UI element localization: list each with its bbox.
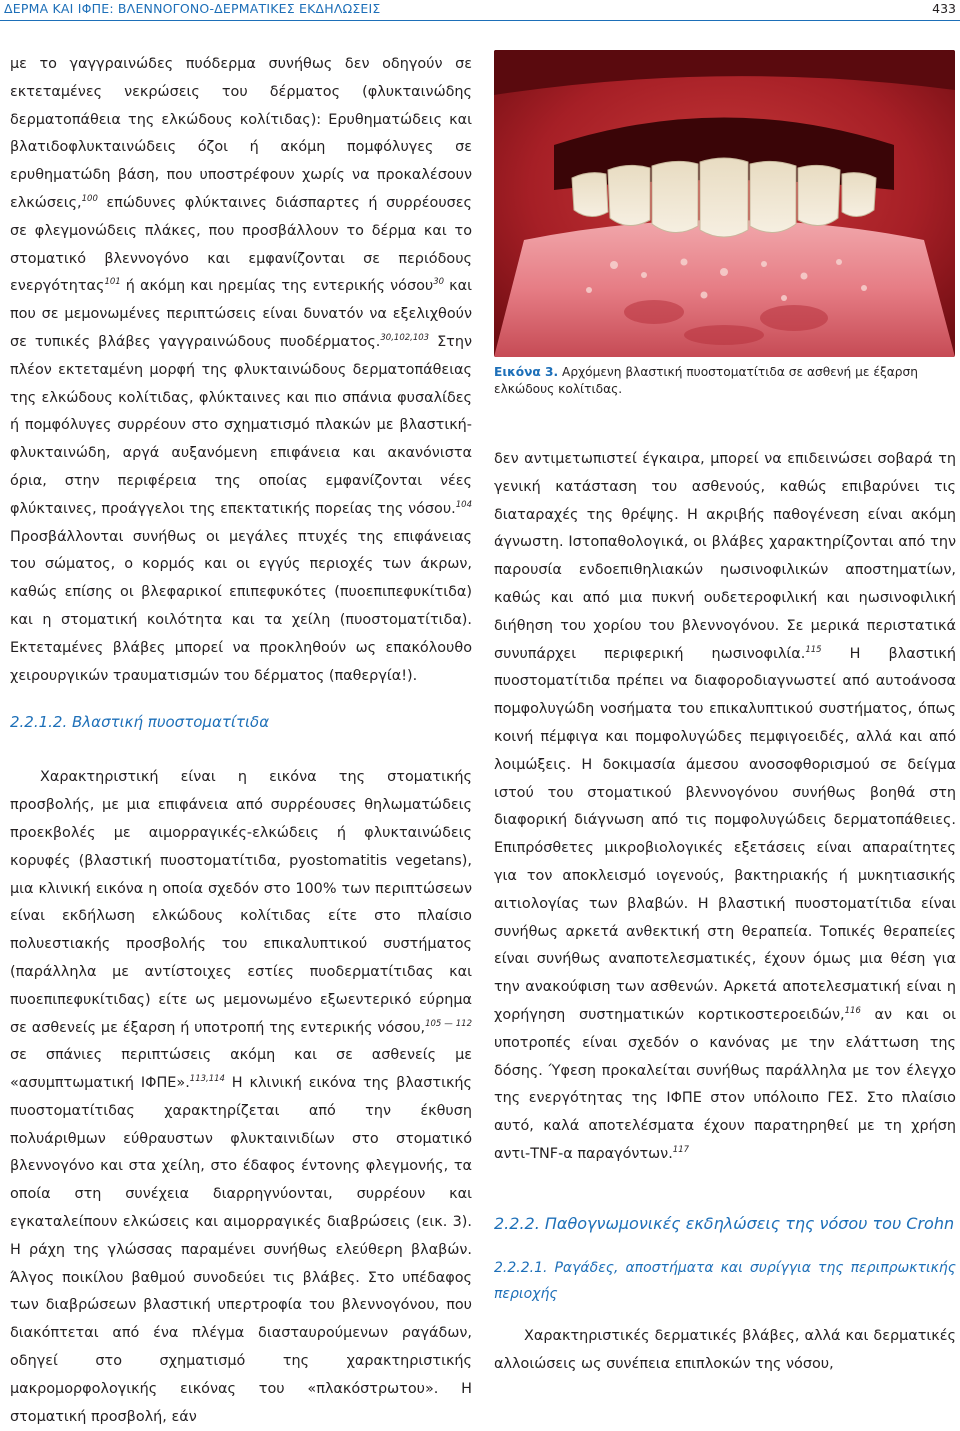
- figure-caption: [494, 364, 956, 398]
- reference-marker: 30,102,103: [380, 332, 430, 343]
- running-header-title: ΔΕΡΜΑ ΚΑΙ ΙΦΠΕ: ΒΛΕΝΝΟΓΟΝΟ-ΔΕΡΜΑΤΙΚΕΣ ΕΚΔΗΛΩΣΕΙΣ: [4, 1, 381, 16]
- reference-marker: 113,114: [189, 1074, 225, 1085]
- right-column: [494, 446, 956, 1378]
- left-column: [10, 51, 472, 1431]
- figure-photo-oral-mucosa: [494, 50, 955, 357]
- reference-marker: 116: [844, 1005, 861, 1016]
- body-paragraph: Χαρακτηριστικές δερματικές βλάβες, αλλά και δερματικές αλλοιώσεις ως συνέπεια επιπλοκών της νόσου,: [494, 1327, 956, 1372]
- page-number: 433: [932, 1, 956, 16]
- section-heading: 2.2.2. Παθογνωμονικές εκδηλώσεις της νόσου του Crohn: [494, 1213, 955, 1233]
- body-paragraph: Χαρακτηριστική είναι η εικόνα της στοματικής προσβολής, με μια επιφάνεια από συρρέουσες θηλωματώδεις προεκβολές με αιμορραγικές-ελκώδεις ή φλυκταινώδεις κορυφές (βλαστική πυοστοματίτιδα, pyostomatitis vegetans), μια κλινική εικόνα η οποία σχεδόν στο 100% των περιπτώσεων είναι εκδήλωση ελκώδους κολίτιδας είτε στο πλαίσιο πολυεστιακής προσβολής του επικαλυπτικού συστήματος (παράλληλα με αντίστοιχες εστίες πυοδερματίτιδας και πυοεπιπεφυκίτιδας) είτε ως μεμονωμένο εξωεντερικό εύρημα σε ασθενείς με έξαρση ή υποτροπή της εντερικής νόσου,$^{105 — 112}$ σε σπάνιες περιπτώσεις ακόμη και σε ασθενείς με «ασυμπτωματική ΙΦΠΕ».$^{113,114}$ Η κλινική εικόνα της βλαστικής πυοστοματίτιδας χαρακτηρίζεται από την έκθυση πολυάριθμων εύθραυστων φλυκταινιδίων στο στοματικό βλεννογόνο και στα χείλη, στο έδαφος έντονης φλεγμονής, τα οποία στη συνέχεια διαρρηγνύονται, συρρέουν και εγκαταλείπουν ελκώσεις και αιμορραγικές διαβρώσεις (εικ. 3). Η ράχη της γλώσσας παραμένει συνήθως ελεύθερη βλαβών. Άλγος ποικίλου βαθμού συνοδεύει τις βλάβες. Στο υπέδαφος των διαβρώσεων βλαστική υπερτροφία του βλεννογόνου, που διακόπτεται από ένα πλέγμα διασταυρούμενων ραγάδων, οδηγεί στο σχηματισμό της χαρακτηριστικής μακρομορφολογικής εικόνας του «πλακόστρωτου». Η στοματική προσβολή, εάν: [10, 769, 472, 1425]
- caption-text: Αρχόμενη βλαστική πυοστοματίτιδα σε ασθενή με έξαρση ελκώδους κολίτιδας.: [494, 365, 918, 396]
- reference-marker: 104: [455, 499, 472, 510]
- reference-marker: 101: [104, 277, 121, 288]
- subsection-heading: 2.2.2.1. Ραγάδες, αποστήματα και συρίγγια της περιπρωκτικής περιοχής: [494, 1259, 956, 1302]
- section-heading: 2.2.1.2. Βλαστική πυοστοματίτιδα: [10, 713, 270, 732]
- header-rule: [0, 20, 960, 21]
- reference-marker: 105 — 112: [425, 1018, 472, 1029]
- reference-marker: 100: [81, 193, 98, 204]
- body-paragraph: με το γαγγραινώδες πυόδερμα συνήθως δεν οδηγούν σε εκτεταμένες νεκρώσεις του δέρματος (φλυκταινώδης δερματοπάθεια της ελκώδους κολίτιδας): Ερυθηματώδεις και βλατιδοφλυκταινώδεις όζοι ή ακόμη πομφόλυγες σε ερυθηματώδη βάση, που υποστρέφουν χωρίς να προκαλέσουν ελκώσεις,$^{100}$ επώδυνες φλύκταινες διάσπαρτες ή συρρέουσες σε φλεγμονώδεις πλάκες, που προσβάλλουν το δέρμα και το στοματικό βλεννογόνο και εμφανίζονται σε περιόδους ενεργότητας$^{101}$ ή ακόμη και ηρεμίας της εντερικής νόσου$^{30}$ και που σε μεμονωμένες περιπτώσεις είναι δυνατόν να εξελιχθούν σε τυπικές βλάβες γαγγραινώδους πυοδέρματος.$^{30,102,103}$ Στην πλέον εκτεταμένη μορφή της φλυκταινώδους δερματοπάθειας της ελκώδους κολίτιδας, φλύκταινες και πιο σπάνια φυσαλίδες ή πομφόλυγες συρρέουν στο σχηματισμό πλακών με βλαστική-φλυκταινώδη, αργά αυξανόμενη επιφάνεια και ακανόνιστα όρια, στην περιφέρεια της οποίας εμφανίζονται νέες φλύκταινες, προάγγελοι της επεκτατικής πορείας της νόσου.$^{104}$ Προσβάλλονται συνήθως οι μεγάλες πτυχές της επιφάνειας του σώματος, ο κορμός και οι εγγύς περιοχές των άκρων, καθώς επίσης οι βλεφαρικοί επιπεφυκότες (πυοεπιπεφυκίτιδα) και η στοματική κοιλότητα και τα χείλη (πυοστοματίτιδα). Εκτεταμένες βλάβες μπορεί να προκληθούν ως επακόλουθο χειρουργικών τραυματισμών του δέρματος (παθεργία!).: [10, 56, 472, 684]
- reference-marker: 115: [805, 644, 822, 655]
- reference-marker: 117: [672, 1144, 690, 1155]
- reference-marker: 30: [433, 277, 445, 288]
- caption-label: Εικόνα 3.: [494, 365, 559, 379]
- body-paragraph: δεν αντιμετωπιστεί έγκαιρα, μπορεί να επιδεινώσει σοβαρά τη γενική κατάσταση του ασθενούς, καθώς επιβαρύνει τις διαταραχές της θρέψης. Η ακριβής παθογένεση είναι ακόμη άγνωστη. Ιστοπαθολογικά, οι βλάβες χαρακτηρίζονται από την παρουσία ενδοεπιθηλιακών ηωσινοφιλικών αποστηματίων, καθώς και από μια πυκνή ουδετεροφιλική και ηωσινοφιλική διήθηση του χορίου του βλεννογόνου. Σε μερικά περιστατικά συνυπάρχει περιφερική ηωσινοφιλία.$^{115}$ Η βλαστική πυοστοματίτιδα πρέπει να διαφοροδιαγνωστεί από αυτοάνοσα πομφολυγώδη νοσήματα του επικαλυπτικού συστήματος, όπως κοινή πέμφιγα και πομφολυγώδες πεμφιγοειδές, αλλά και από λοιμώξεις. Η δοκιμασία άμεσου ανοσοφθορισμού σε δείγμα ιστού του στοματικού βλεννογόνου συνήθως βοηθά στη διαφορική διάγνωση από τις πομφολυγώδεις δερματοπάθειες. Επιπρόσθετες μικροβιολογικές εξετάσεις είναι απαραίτητες για τον αποκλεισμό ιογενούς, βακτηριακής ή μυκητιασικής αιτιολογίας των βλαβών. Η βλαστική πυοστοματίτιδα είναι συνήθως αρκετά ανθεκτική στη θεραπεία. Τοπικές θεραπείες είναι συνήθως αναποτελεσματικές, έχουν όμως μια θέση για την ανακούφιση των ασθενών. Αρκετά αποτελεσματική είναι η χορήγηση συστηματικών κορτικοστεροειδών,$^{116}$ αν και οι υποτροπές είναι σχεδόν ο κανόνας με την ελάττωση της δόσης. Ύφεση προκαλείται συνήθως παράλληλα με τον έλεγχο της ενεργότητας της ΙΦΠΕ στον υπόλοιπο ΓΕΣ. Στο πλαίσιο αυτό, καλά αποτελέσματα έχουν παρατηρηθεί με τη χρήση αντι-TNF-α παραγόντων.$^{117}$: [494, 451, 957, 1162]
- running-header: [0, 0, 960, 24]
